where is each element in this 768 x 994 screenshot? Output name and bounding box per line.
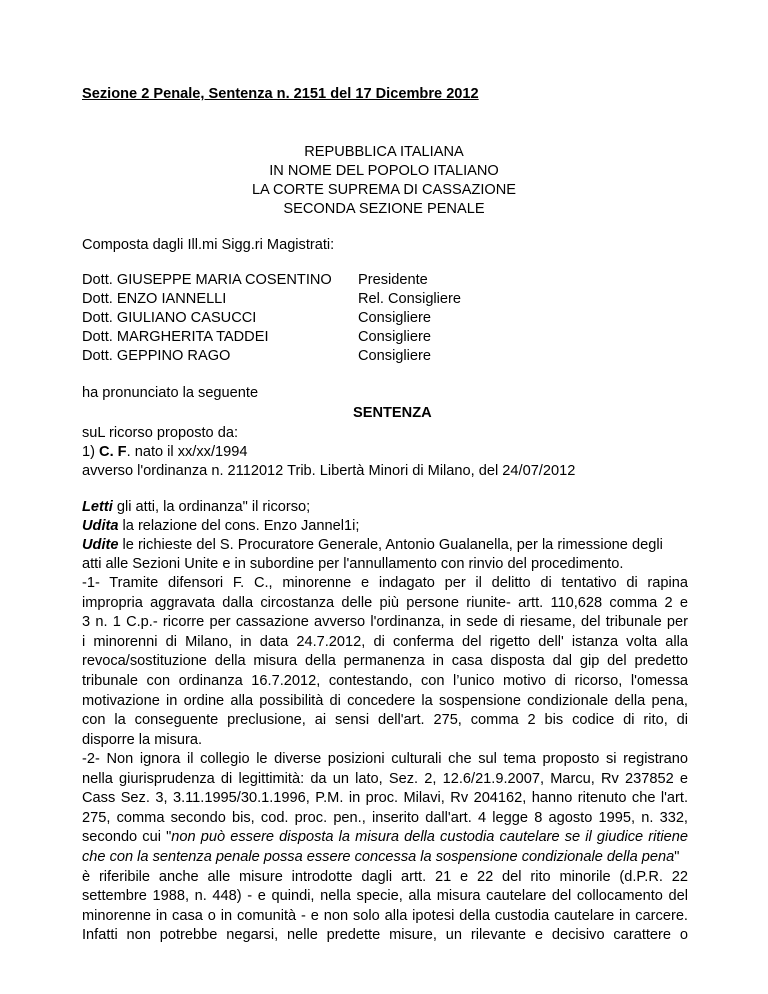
recital-udite	[82, 536, 663, 556]
paragraph-line: i minorenni di Milano, in data 24.7.2012, di conferma del rigetto dell' istanza volta alla	[82, 633, 688, 650]
paragraph-line: -2- Non ignora il collegio le diverse posizioni culturali che sul tema proposto si registrano	[82, 751, 688, 767]
composition-intro: Composta dagli Ill.mi Sigg.ri Magistrati:	[82, 237, 335, 253]
court-header-line: REPUBBLICA ITALIANA	[304, 144, 464, 160]
paragraph-line: motivazione in ordine alla possibilità di concedere la sospensione condizionale della pena,	[82, 692, 688, 709]
judge-role: Consigliere	[358, 348, 432, 364]
paragraph-line: 3 n. 1 C.p.- ricorre per cassazione avverso l'ordinanza, in sede di riesame, del tribunale per	[82, 614, 688, 631]
recital-text: gli atti, la ordinanza" il ricorso;	[112, 499, 311, 515]
quote-prefix: secondo cui "	[82, 829, 172, 846]
quote-text: non può essere disposta la misura della custodia cautelare se il giudice ritiene	[171, 829, 688, 846]
recital-keyword: Letti	[82, 499, 113, 515]
appeal-line: suL ricorso proposto da:	[82, 425, 239, 441]
paragraph-line-quote	[82, 848, 688, 868]
judge-name: Dott. ENZO IANNELLI	[82, 291, 227, 307]
paragraph-line: settembre 1988, n. 448) - e quindi, nella specie, alla misura cautelare del collocamento del	[82, 888, 688, 905]
judge-name: Dott. GEPPINO RAGO	[82, 348, 231, 364]
judge-role: Rel. Consigliere	[358, 291, 462, 307]
quote-close: "	[674, 848, 680, 865]
quote-text: che con la sentenza penale possa essere concessa la sospensione condizionale della pena	[82, 848, 675, 865]
paragraph-2	[82, 750, 688, 946]
recital-udite-cont: atti alle Sezioni Unite e in subordine per l'annullamento con rinvio del procedimento.	[82, 556, 624, 572]
recital-udita	[82, 517, 359, 537]
court-header-line: SECONDA SEZIONE PENALE	[283, 201, 485, 217]
paragraph-line: disporre la misura.	[82, 731, 203, 748]
court-header-line: LA CORTE SUPREMA DI CASSAZIONE	[251, 182, 517, 198]
paragraph-line: revoca/sostituzione della misura della permanenza in casa disposta dal gip del predetto	[82, 653, 688, 670]
paragraph-1	[82, 574, 688, 750]
judge-name: Dott. MARGHERITA TADDEI	[82, 329, 269, 345]
recital-text: la relazione del cons. Enzo Jannel1i;	[118, 518, 360, 534]
paragraph-line: impropria aggravata dalla circostanza delle più persone riunite- artt. 110,628 comma 2 e	[82, 594, 688, 611]
judge-role: Presidente	[358, 272, 428, 288]
appeal-order-line: avverso l'ordinanza n. 2112012 Trib. Libertà Minori di Milano, del 24/07/2012	[82, 463, 576, 479]
paragraph-line: è riferibile anche alle misure introdotte dagli artt. 21 e 22 del rito minorile (d.P.R. 22	[82, 868, 688, 885]
paragraph-line: Infatti non potrebbe negarsi, nelle predette misure, un rilevante e decisivo carattere o	[82, 927, 688, 944]
court-header-line: IN NOME DEL POPOLO ITALIANO	[269, 163, 499, 179]
judge-role: Consigliere	[358, 310, 432, 326]
paragraph-line: 275, comma secondo bis, cod. proc. pen., inserito dall'art. 4 legge 8 agosto 1995, n. 332,	[82, 809, 688, 826]
sentenza-title: SENTENZA	[353, 405, 432, 421]
paragraph-line: Cass Sez. 3, 3.11.1995/30.1.1996, P.M. in proc. Milavi, Rv 204162, hanno ritenuto che l'art.	[82, 790, 688, 807]
judge-role: Consigliere	[358, 329, 432, 345]
pronounced-line: ha pronunciato la seguente	[82, 385, 259, 401]
judge-name: Dott. GIUSEPPE MARIA COSENTINO	[82, 272, 332, 288]
appellant-birth: . nato il xx/xx/1994	[126, 444, 248, 460]
recital-keyword: Udita	[82, 518, 119, 534]
paragraph-line: minorenne in casa o in comunità - e non solo alla ipotesi della custodia cautelare in carcere.	[82, 907, 688, 924]
appellant-line	[82, 443, 247, 463]
appellant-initials: C. F	[99, 444, 127, 460]
judge-name: Dott. GIULIANO CASUCCI	[82, 310, 257, 326]
paragraph-line: -1- Tramite difensori F. C., minorenne e indagato per il delitto di tentativo di rapina	[82, 575, 688, 591]
paragraph-line: tribunale con ordinanza 16.7.2012, contestando, con l’unico motivo di ricorso, l'omessa	[82, 672, 688, 689]
recital-text: le richieste del S. Procuratore Generale, Antonio Gualanella, per la rimessione degli	[118, 537, 663, 553]
paragraph-line: nella giurisprudenza di legittimità: da un lato, Sez. 2, 12.6/21.9.2007, Marcu, Rv 237852 e	[82, 770, 688, 787]
recital-letti	[82, 498, 310, 518]
paragraph-line-quote	[82, 828, 688, 848]
document-heading: Sezione 2 Penale, Sentenza n. 2151 del 17 Dicembre 2012	[82, 86, 479, 102]
paragraph-line: con la conseguente preclusione, ai sensi dell'art. 275, comma 2 bis codice di rito, di	[82, 712, 688, 729]
recital-keyword: Udite	[82, 537, 119, 553]
appellant-number: 1)	[82, 444, 100, 460]
